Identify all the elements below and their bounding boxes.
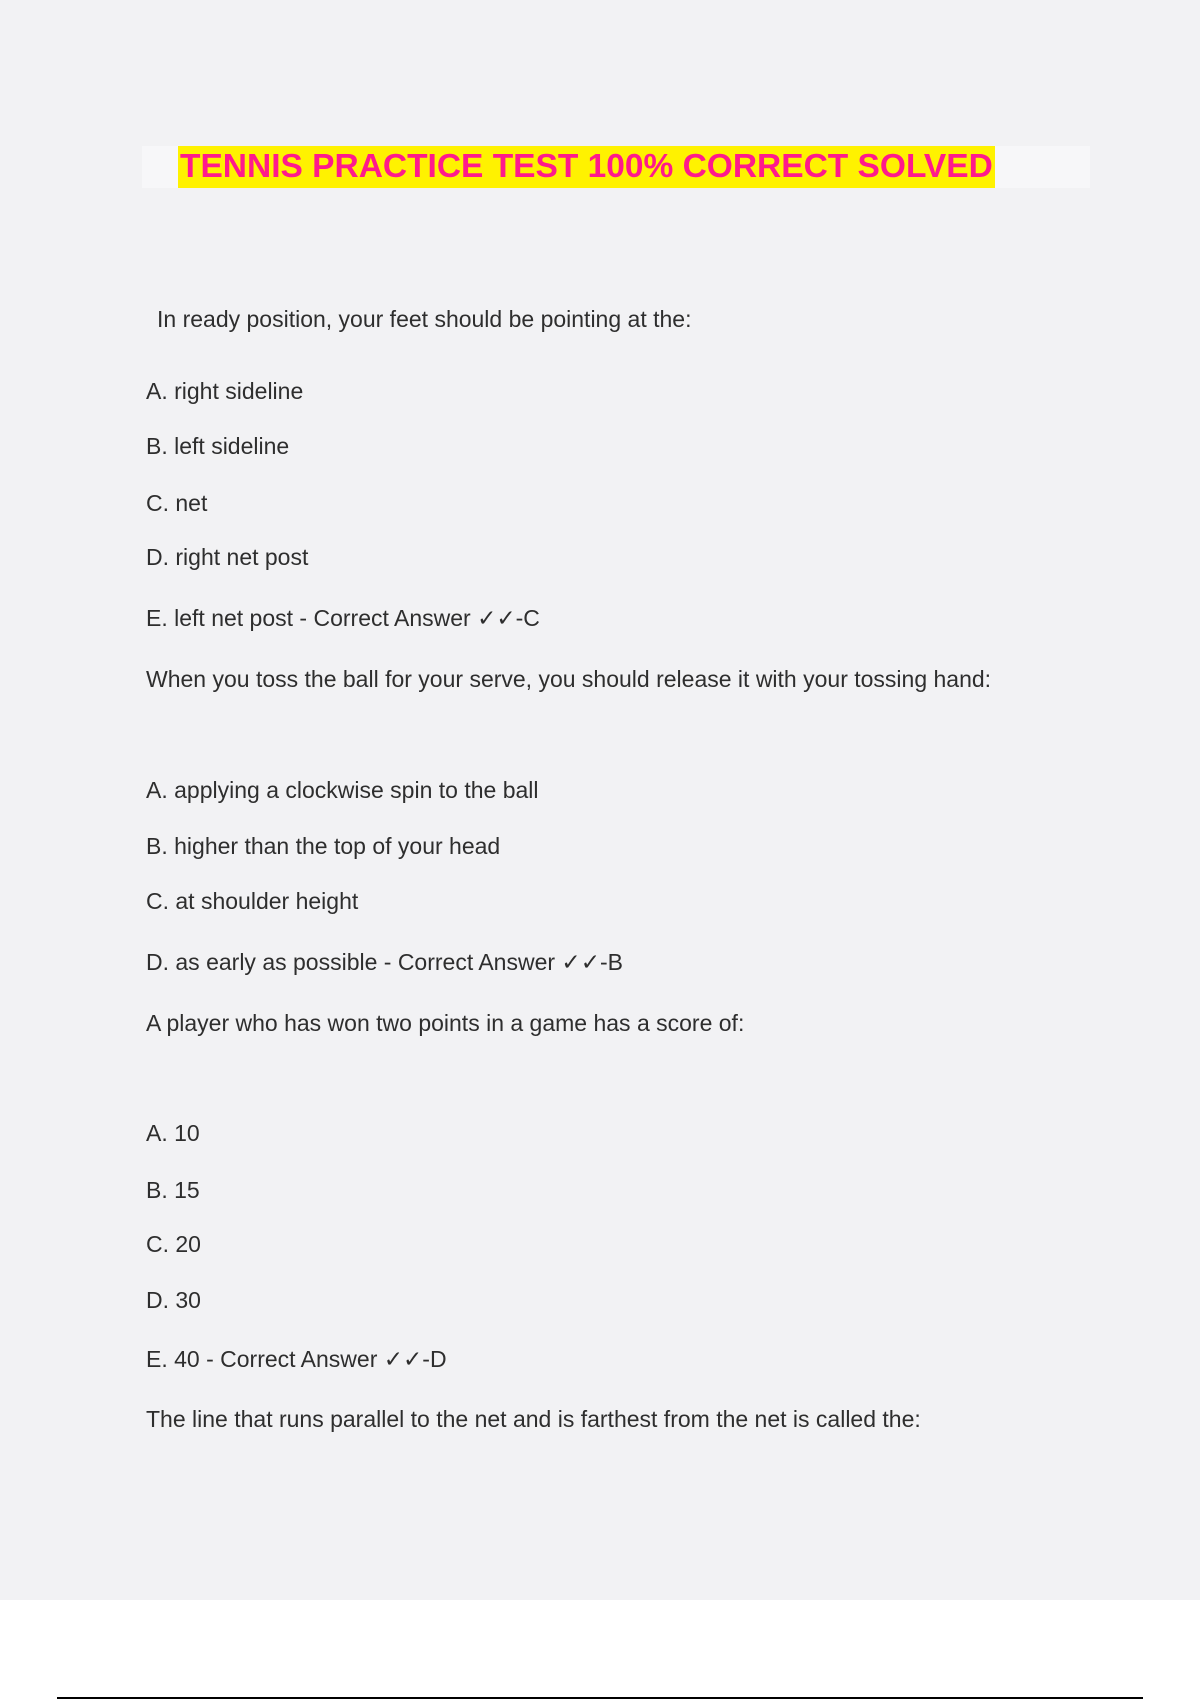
- question-3-option-e: E. 40 - Correct Answer ✓✓-D: [146, 1346, 447, 1372]
- question-1-text: In ready position, your feet should be pointing at the:: [157, 306, 692, 332]
- question-2-option-a: A. applying a clockwise spin to the ball: [146, 777, 539, 803]
- question-3-option-b: B. 15: [146, 1177, 200, 1203]
- question-1-option-b: B. left sideline: [146, 433, 290, 459]
- question-1-option-e: E. left net post - Correct Answer ✓✓-C: [146, 605, 540, 631]
- question-3-option-c: C. 20: [146, 1231, 201, 1257]
- question-1-option-a: A. right sideline: [146, 378, 304, 404]
- question-3-option-d: D. 30: [146, 1287, 201, 1313]
- question-3-text: A player who has won two points in a game has a score of:: [146, 1010, 745, 1036]
- question-2-option-c: C. at shoulder height: [146, 888, 359, 914]
- question-1-option-c: C. net: [146, 490, 208, 516]
- footer-rule: [57, 1697, 1143, 1699]
- question-1-option-d: D. right net post: [146, 544, 309, 570]
- question-4-text: The line that runs parallel to the net and is farthest from the net is called the:: [146, 1406, 921, 1432]
- question-2-option-b: B. higher than the top of your head: [146, 833, 501, 859]
- document-title: TENNIS PRACTICE TEST 100% CORRECT SOLVED: [178, 146, 995, 188]
- question-2-text: When you toss the ball for your serve, you should release it with your tossing hand:: [146, 666, 992, 692]
- question-2-option-d: D. as early as possible - Correct Answer ✓✓-B: [146, 949, 623, 975]
- question-3-option-a: A. 10: [146, 1120, 200, 1146]
